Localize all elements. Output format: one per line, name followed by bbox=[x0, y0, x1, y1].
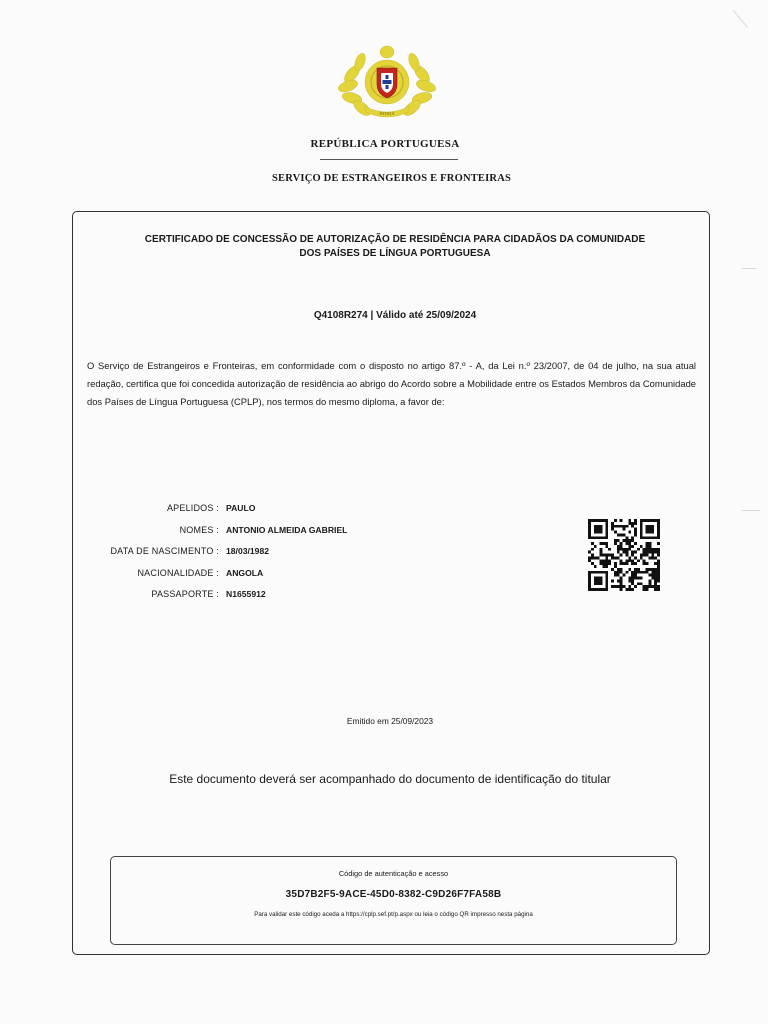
paper-crease bbox=[742, 268, 756, 269]
field-passport bbox=[85, 589, 485, 603]
field-value: PAULO bbox=[226, 503, 256, 513]
authentication-hint: Para validar este código aceda a https://cplp.sef.pt/p.aspx ou leia o código QR impresso nesta página bbox=[254, 911, 533, 918]
field-label: APELIDOS : bbox=[166, 503, 219, 513]
republic-heading: REPÚBLICA PORTUGUESA bbox=[310, 138, 460, 150]
field-label: NACIONALIDADE : bbox=[137, 568, 219, 578]
authentication-label: Código de autenticação e acesso bbox=[338, 869, 449, 878]
field-value: ANTONIO ALMEIDA GABRIEL bbox=[226, 525, 348, 535]
certificate-reference: Q4108R274 | Válido até 25/09/2024 bbox=[313, 310, 477, 321]
portuguese-republic-emblem bbox=[338, 44, 436, 120]
authentication-code: 35D7B2F5-9ACE-45D0-8382-C9D26F7FA58B bbox=[285, 889, 502, 900]
field-label: DATA DE NASCIMENTO : bbox=[110, 546, 219, 556]
service-heading: SERVIÇO DE ESTRANGEIROS E FRONTEIRAS bbox=[271, 173, 512, 184]
field-label: PASSAPORTE : bbox=[151, 589, 219, 599]
issue-date: Emitido em 25/09/2023 bbox=[346, 716, 434, 726]
field-value: ANGOLA bbox=[226, 568, 264, 578]
qr-code[interactable] bbox=[588, 519, 660, 591]
heading-divider bbox=[320, 159, 458, 160]
paper-crease bbox=[742, 510, 760, 511]
certificate-title-line: CERTIFICADO DE CONCESSÃO DE AUTORIZAÇÃO DE RESIDÊNCIA PARA CIDADÃOS DA COMUNIDADE bbox=[144, 234, 646, 245]
identification-notice: Este documento deverá ser acompanhado do documento de identificação do titular bbox=[169, 772, 611, 786]
field-label: NOMES : bbox=[179, 525, 219, 535]
field-names bbox=[85, 525, 485, 539]
field-birth-date bbox=[85, 546, 485, 560]
field-nationality bbox=[85, 568, 485, 582]
field-surname bbox=[85, 503, 485, 517]
certificate-body-text: O Serviço de Estrangeiros e Fronteiras, em conformidade com o disposto no artigo 87.º - A, da Lei n.º 23/2007, de 04 de julho, na sua atual redação, certifica que foi concedida autorização de residência ao abrigo do Acordo sobre a Mobilidade entre os Estados Membros da Comunidade dos Países de Língua Portuguesa (CPLP), nos termos do mesmo diploma, a favor de: bbox=[87, 360, 696, 407]
emblem-motto: PATRIA bbox=[379, 111, 395, 116]
field-value: N1655912 bbox=[226, 589, 266, 599]
certificate-title-line: DOS PAÍSES DE LÍNGUA PORTUGUESA bbox=[299, 248, 491, 259]
paper-crease bbox=[733, 10, 748, 27]
certificate-title bbox=[100, 233, 690, 261]
field-value: 18/03/1982 bbox=[226, 546, 270, 556]
